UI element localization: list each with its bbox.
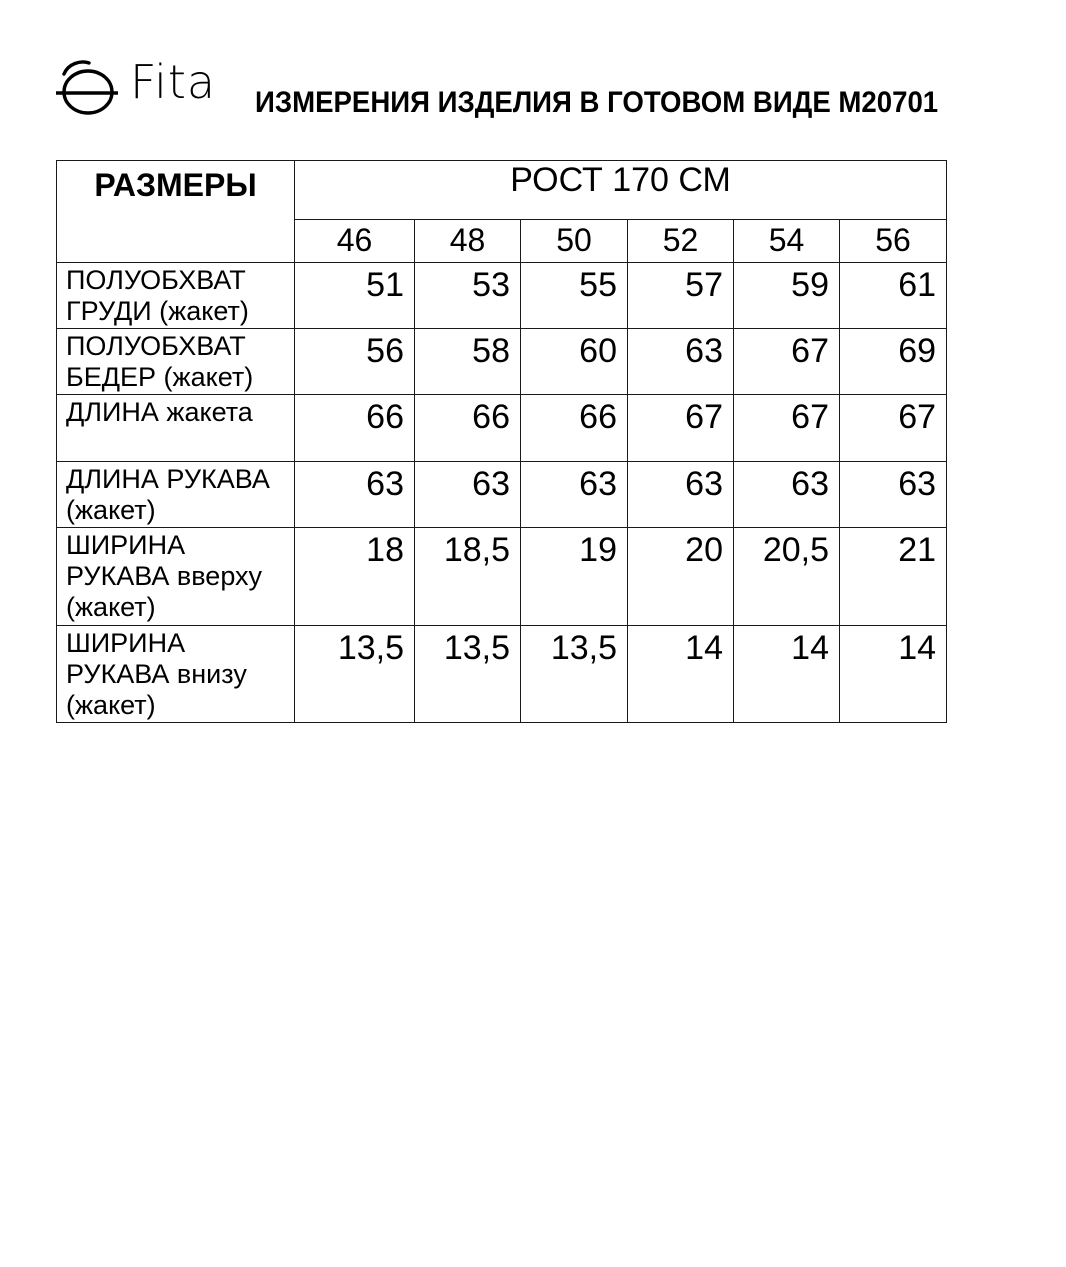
value-cell: 20 (628, 528, 734, 626)
value-cell: 63 (628, 329, 734, 395)
value-cell: 63 (734, 462, 840, 528)
value-cell: 13,5 (521, 626, 628, 723)
table-row (57, 263, 947, 329)
value-cell: 58 (415, 329, 521, 395)
row-label: ДЛИНА жакета (57, 395, 295, 462)
value-cell: 59 (734, 263, 840, 329)
value-cell: 21 (840, 528, 947, 626)
value-cell: 63 (295, 462, 415, 528)
table-row (57, 395, 947, 462)
value-cell: 67 (840, 395, 947, 462)
table-row (57, 528, 947, 626)
value-cell: 18 (295, 528, 415, 626)
value-cell: 56 (295, 329, 415, 395)
value-cell: 57 (628, 263, 734, 329)
sizes-header: РАЗМЕРЫ (57, 161, 295, 263)
table-row (57, 626, 947, 723)
value-cell: 63 (840, 462, 947, 528)
value-cell: 53 (415, 263, 521, 329)
value-cell: 14 (628, 626, 734, 723)
value-cell: 63 (628, 462, 734, 528)
value-cell: 66 (295, 395, 415, 462)
value-cell: 14 (734, 626, 840, 723)
value-cell: 67 (734, 395, 840, 462)
value-cell: 19 (521, 528, 628, 626)
size-cell: 46 (295, 220, 415, 263)
value-cell: 13,5 (415, 626, 521, 723)
brand-logo (56, 55, 217, 118)
value-cell: 55 (521, 263, 628, 329)
value-cell: 61 (840, 263, 947, 329)
table-row (57, 329, 947, 395)
size-cell: 56 (840, 220, 947, 263)
measurements-table (56, 160, 947, 723)
row-label: ПОЛУОБХВАТ ГРУДИ (жакет) (57, 263, 295, 329)
table-row (57, 462, 947, 528)
value-cell: 13,5 (295, 626, 415, 723)
row-label: ШИРИНА РУКАВА внизу (жакет) (57, 626, 295, 723)
size-cell: 54 (734, 220, 840, 263)
size-cell: 52 (628, 220, 734, 263)
height-header: РОСТ 170 СМ (295, 161, 947, 220)
theta-icon (56, 58, 120, 118)
value-cell: 63 (521, 462, 628, 528)
value-cell: 66 (521, 395, 628, 462)
value-cell: 18,5 (415, 528, 521, 626)
brand-name: Fita (130, 55, 217, 109)
document-title: ИЗМЕРЕНИЯ ИЗДЕЛИЯ В ГОТОВОМ ВИДЕ М20701 (255, 86, 939, 119)
row-label: ДЛИНА РУКАВА (жакет) (57, 462, 295, 528)
value-cell: 14 (840, 626, 947, 723)
value-cell: 20,5 (734, 528, 840, 626)
row-label: ШИРИНА РУКАВА вверху (жакет) (57, 528, 295, 626)
header-row (57, 161, 947, 220)
value-cell: 60 (521, 329, 628, 395)
value-cell: 67 (628, 395, 734, 462)
value-cell: 66 (415, 395, 521, 462)
size-cell: 50 (521, 220, 628, 263)
value-cell: 63 (415, 462, 521, 528)
size-cell: 48 (415, 220, 521, 263)
value-cell: 51 (295, 263, 415, 329)
value-cell: 67 (734, 329, 840, 395)
row-label: ПОЛУОБХВАТ БЕДЕР (жакет) (57, 329, 295, 395)
value-cell: 69 (840, 329, 947, 395)
